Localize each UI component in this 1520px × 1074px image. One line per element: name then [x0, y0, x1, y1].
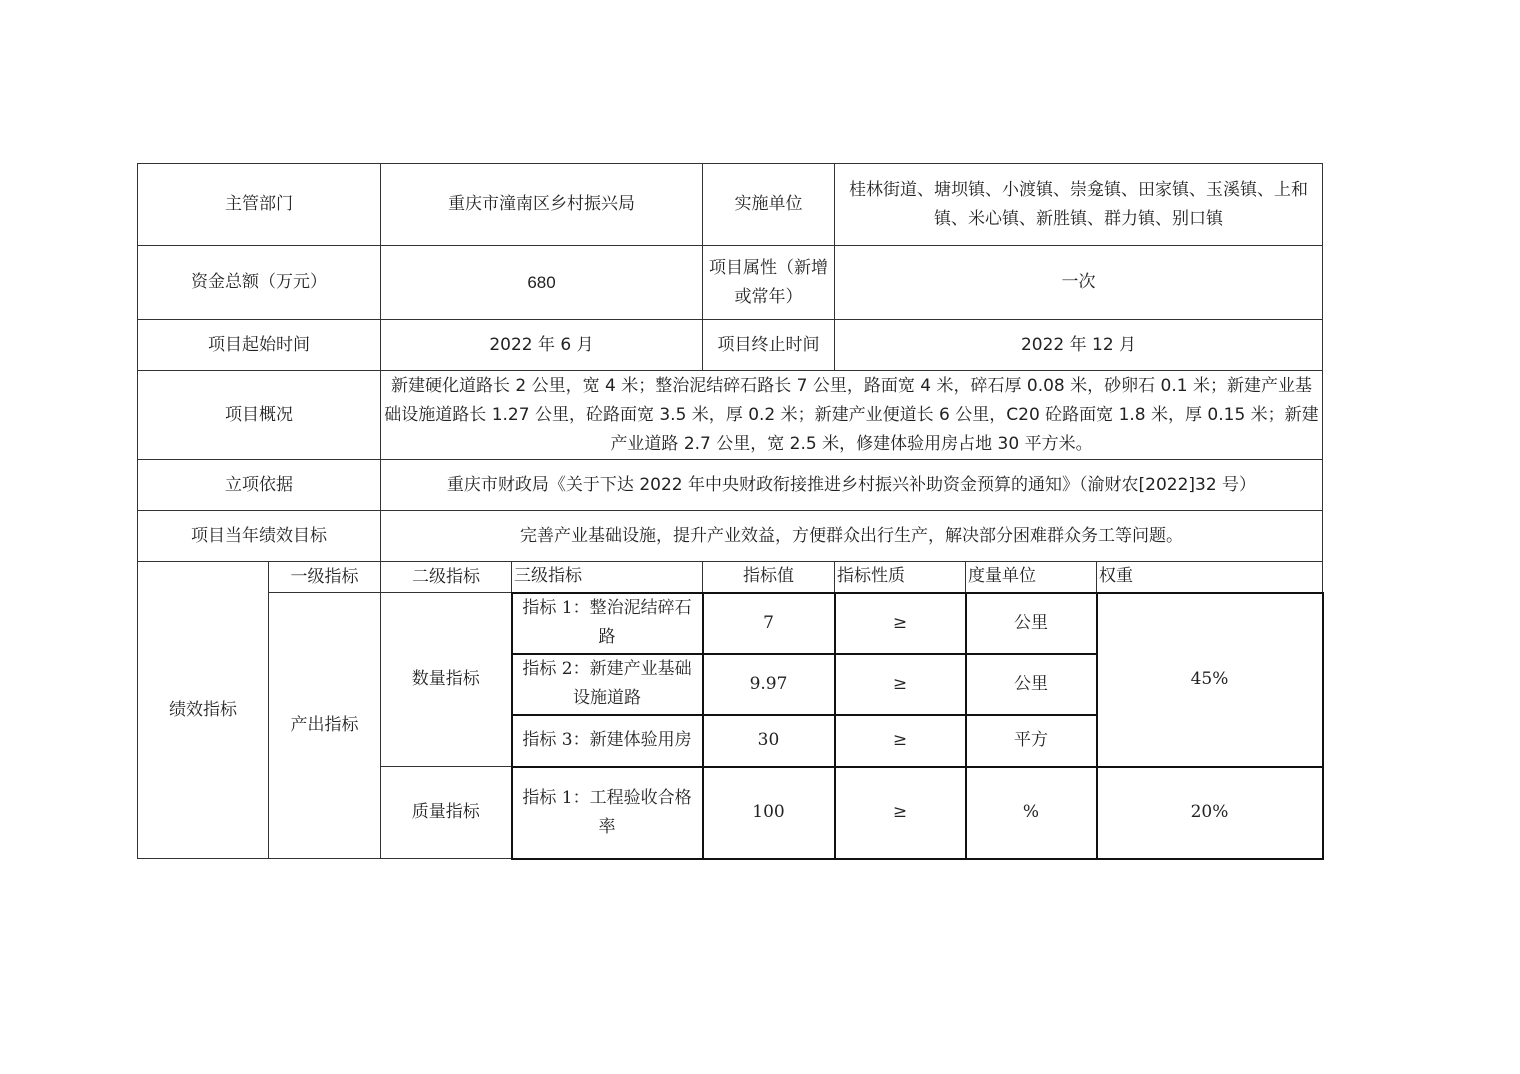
row-time — [138, 320, 1323, 371]
indicator-value: 100 — [703, 767, 835, 859]
value-end: 2022 年 12 月 — [835, 320, 1323, 371]
label-funds: 资金总额（万元） — [138, 246, 381, 320]
indicator-name: 指标 1：工程验收合格率 — [512, 767, 703, 859]
weight-quantity: 45% — [1097, 593, 1323, 767]
label-start: 项目起始时间 — [138, 320, 381, 371]
value-goal: 完善产业基础设施，提升产业效益，方便群众出行生产，解决部分困难群众务工等问题。 — [381, 511, 1323, 562]
header-nature: 指标性质 — [835, 562, 966, 593]
row-basis — [138, 460, 1323, 511]
label-overview: 项目概况 — [138, 371, 381, 460]
label-impl: 实施单位 — [703, 164, 835, 246]
label-perf: 绩效指标 — [138, 562, 269, 859]
value-start: 2022 年 6 月 — [381, 320, 703, 371]
project-performance-table — [137, 163, 1324, 860]
value-attr: 一次 — [835, 246, 1323, 320]
label-attr: 项目属性（新增或常年） — [703, 246, 835, 320]
row-funds — [138, 246, 1323, 320]
table-row — [138, 593, 1323, 654]
indicator-name: 指标 3：新建体验用房 — [512, 715, 703, 767]
indicator-nature: ≥ — [835, 593, 966, 654]
value-dept: 重庆市潼南区乡村振兴局 — [381, 164, 703, 246]
indicator-name: 指标 1：整治泥结碎石路 — [512, 593, 703, 654]
indicator-value: 9.97 — [703, 654, 835, 715]
row-overview — [138, 371, 1323, 460]
indicator-value: 30 — [703, 715, 835, 767]
value-funds: 680 — [381, 246, 703, 320]
row-dept — [138, 164, 1323, 246]
value-overview: 新建硬化道路长 2 公里，宽 4 米；整治泥结碎石路长 7 公里，路面宽 4 米，碎石厚 0.08 米，砂卵石 0.1 米；新建产业基础设施道路长 1.27 公里，砼路面宽 3.5 米，厚 0.2 米；新建产业便道长 6 公里，C20 砼路面宽 1.8 米，厚 0.15 米；新建产业道路 2.7 公里，宽 2.5 米，修建体验用房占地 30 平方米。 — [381, 371, 1323, 460]
value-impl: 桂林街道、塘坝镇、小渡镇、崇龛镇、田家镇、玉溪镇、上和镇、米心镇、新胜镇、群力镇、别口镇 — [835, 164, 1323, 246]
indicator-nature: ≥ — [835, 715, 966, 767]
header-level3: 三级指标 — [512, 562, 703, 593]
level1-output: 产出指标 — [269, 593, 381, 859]
indicator-unit: 平方 — [966, 715, 1097, 767]
header-weight: 权重 — [1097, 562, 1323, 593]
label-end: 项目终止时间 — [703, 320, 835, 371]
indicator-unit: 公里 — [966, 593, 1097, 654]
header-level2: 二级指标 — [381, 562, 512, 593]
label-basis: 立项依据 — [138, 460, 381, 511]
indicator-unit: % — [966, 767, 1097, 859]
weight-quality: 20% — [1097, 767, 1323, 859]
indicator-nature: ≥ — [835, 654, 966, 715]
indicator-header-row — [138, 562, 1323, 593]
indicator-unit: 公里 — [966, 654, 1097, 715]
level2-quality: 质量指标 — [381, 767, 512, 859]
level2-quantity: 数量指标 — [381, 593, 512, 767]
row-goal — [138, 511, 1323, 562]
indicator-name: 指标 2：新建产业基础设施道路 — [512, 654, 703, 715]
label-goal: 项目当年绩效目标 — [138, 511, 381, 562]
label-dept: 主管部门 — [138, 164, 381, 246]
header-level1: 一级指标 — [269, 562, 381, 593]
header-unit: 度量单位 — [966, 562, 1097, 593]
header-value: 指标值 — [703, 562, 835, 593]
indicator-value: 7 — [703, 593, 835, 654]
indicator-nature: ≥ — [835, 767, 966, 859]
value-basis: 重庆市财政局《关于下达 2022 年中央财政衔接推进乡村振兴补助资金预算的通知》（渝财农[2022]32 号） — [381, 460, 1323, 511]
